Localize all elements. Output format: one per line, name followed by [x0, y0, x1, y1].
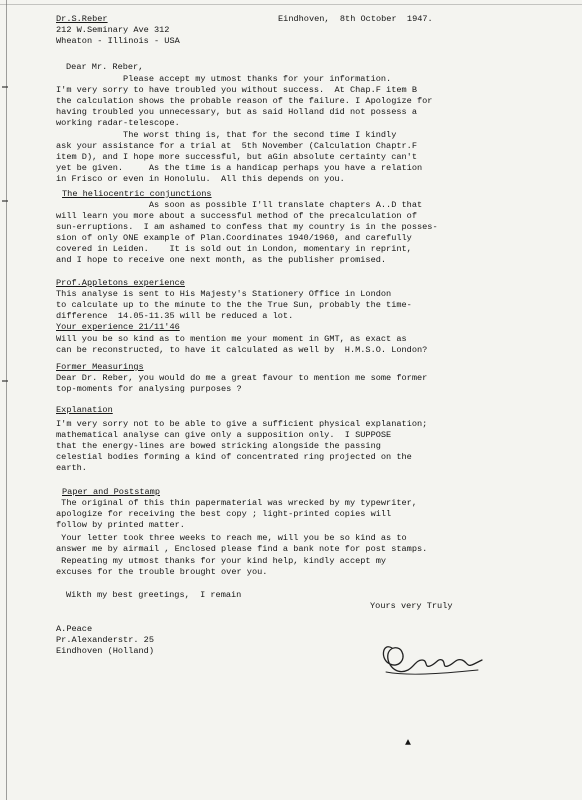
body-line: ask your assistance for a trial at 5th November (Calculation Chaptr.F [56, 141, 417, 151]
body-line: Repeating my utmost thanks for your kind help, kindly accept my [56, 556, 387, 566]
section-heading: Former Measurings [56, 362, 144, 372]
closing: Yours very Truly [370, 601, 453, 611]
page-left-edge [6, 0, 7, 800]
section-heading: The heliocentric conjunctions [62, 189, 212, 199]
stamp-mark-icon: ▲ [405, 738, 412, 749]
body-line: can be reconstructed, to have it calculated as well by H.M.S.O. London? [56, 345, 428, 355]
body-line: apologize for receiving the best copy ; light-printed copies will [56, 509, 392, 519]
body-line: Please accept my utmost thanks for your information. [56, 74, 392, 84]
salutation: Dear Mr. Reber, [66, 62, 144, 72]
greeting: Wikth my best greetings, I remain [66, 590, 242, 600]
body-line: Your letter took three weeks to reach me, will you be so kind as to [56, 533, 407, 543]
body-line: answer me by airmail , Enclosed please find a bank note for post stamps. [56, 544, 428, 554]
body-line: earth. [56, 463, 87, 473]
writer-city: Eindhoven (Holland) [56, 646, 154, 656]
body-line: sion of only ONE example of Plan.Coordinates 1940/1960, and carefully [56, 233, 412, 243]
body-line: covered in Leiden. It is sold out in London, momentary in reprint, [56, 244, 412, 254]
body-line: the calculation shows the probable reason of the failure. I Apologize for [56, 96, 433, 106]
page-top-edge [0, 4, 582, 5]
body-line: item D), and I hope more successful, but aGin absolute certainty can't [56, 152, 417, 162]
body-line: excuses for the trouble brought over you. [56, 567, 268, 577]
body-line: will learn you more about a successful method of the precalculation of [56, 211, 417, 221]
section-heading: Your experience 21/11'46 [56, 322, 180, 332]
body-line: top-moments for analysing purposes ? [56, 384, 242, 394]
body-line: in Frisco or even in Honolulu. All this depends on you. [56, 174, 345, 184]
writer-name: A.Peace [56, 624, 93, 634]
section-heading: Explanation [56, 405, 113, 415]
body-line: celestial bodies forming a kind of concentrated ring projected on the [56, 452, 412, 462]
body-line: Will you be so kind as to mention me your moment in GMT, as exact as [56, 334, 407, 344]
handwritten-signature [378, 630, 488, 680]
body-line: yet be given. As the time is a handicap perhaps you have a relation [56, 163, 423, 173]
sender-name: Dr.S.Reber [56, 14, 108, 24]
sender-city: Wheaton - Illinois - USA [56, 36, 180, 46]
body-line: mathematical analyse can give only a supposition only. I SUPPOSE [56, 430, 392, 440]
body-line: sun-erruptions. I am ashamed to confess that my country is in the posses- [56, 222, 438, 232]
body-line: I'm very sorry not to be able to give a sufficient physical explanation; [56, 419, 428, 429]
sender-street: 212 W.Seminary Ave 312 [56, 25, 170, 35]
body-line: that the energy-lines are bowed stricking alongside the passing [56, 441, 381, 451]
margin-mark [2, 380, 8, 382]
section-heading: Prof.Appletons experience [56, 278, 185, 288]
writer-street: Pr.Alexanderstr. 25 [56, 635, 154, 645]
body-line: and I hope to receive one next month, as the publisher promised. [56, 255, 387, 265]
body-line: Dear Dr. Reber, you would do me a great favour to mention me some former [56, 373, 428, 383]
place-date: Eindhoven, 8th October 1947. [278, 14, 433, 24]
body-line: The worst thing is, that for the second time I kindly [56, 130, 397, 140]
margin-mark [2, 86, 8, 88]
body-line: This analyse is sent to His Majesty's Stationery Office in London [56, 289, 392, 299]
body-line: to calculate up to the minute to the the True Sun, probably the time- [56, 300, 412, 310]
section-heading: Paper and Poststamp [62, 487, 160, 497]
margin-mark [2, 200, 8, 202]
body-line: I'm very sorry to have troubled you without success. At Chap.F item B [56, 85, 417, 95]
body-line: having troubled you unnecessary, but as said Holland did not possess a [56, 107, 417, 117]
body-line: working radar-telescope. [56, 118, 180, 128]
body-line: follow by printed matter. [56, 520, 185, 530]
body-line: difference 14.05-11.35 will be reduced a lot. [56, 311, 294, 321]
body-line: The original of this thin papermaterial was wrecked by my typewriter, [56, 498, 417, 508]
body-line: As soon as possible I'll translate chapters A..D that [56, 200, 423, 210]
